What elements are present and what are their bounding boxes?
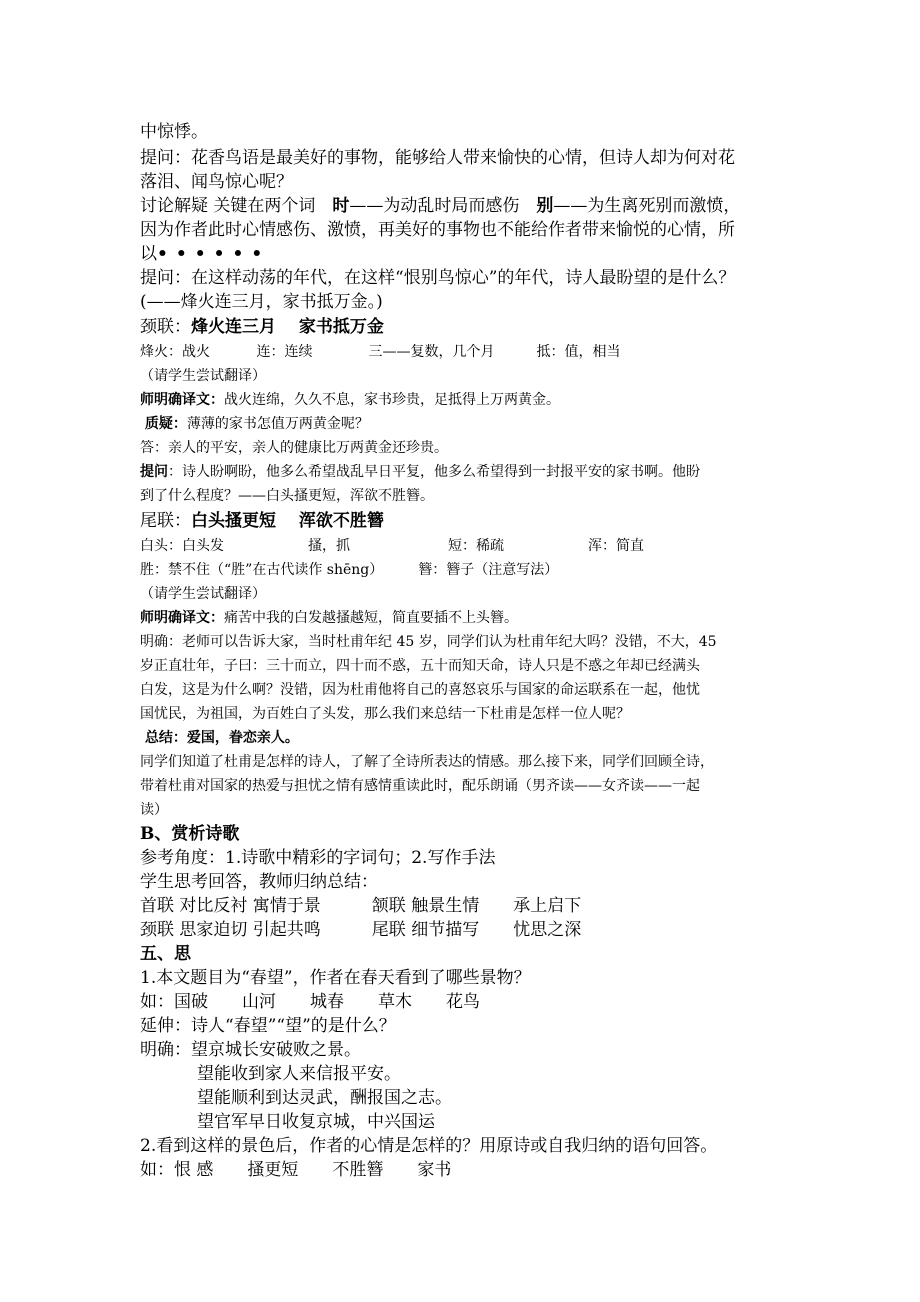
analysis-row: 首联 对比反衬 寓情于景 颔联 触景生情 承上启下 [140, 896, 582, 916]
text-line: 望能顺利到达灵武，酬报国之志。 [197, 1088, 452, 1108]
couplet-text: 烽火连三月 家书抵万金 [191, 317, 384, 337]
answer-line: (——烽火连三月，家书抵万金。) [140, 292, 383, 312]
vocab-line: 胜：禁不住（“胜”在古代读作 shēng） 簪：簪子（注意写法） [140, 562, 559, 578]
question-label: 质疑： [140, 416, 187, 432]
couplet-heading-jinglian: 颈联：烽火连三月 家书抵万金 [140, 317, 384, 337]
text-line: 如：恨 感 搔更短 不胜簪 家书 [140, 1160, 452, 1180]
couplet-text: 白头搔更短 浑欲不胜簪 [191, 511, 384, 531]
question-label: 提问 [140, 464, 168, 480]
translation-line: 师明确译文：痛苦中我的白发越搔越短，简直要插不上头簪。 [140, 610, 518, 626]
section-heading: B、赏析诗歌 [140, 824, 240, 844]
text-line: 参考角度：1.诗歌中精彩的字词句；2.写作手法 [140, 848, 496, 868]
text-line: 带着杜甫对国家的热爱与担忧之情有感情重读此时，配乐朗诵（男齐读——女齐读——一起 [140, 778, 700, 794]
translation-label: 师明确译文： [140, 392, 224, 408]
question-line: 1.本文题目为“春望”，作者在春天看到了哪些景物？ [140, 968, 531, 988]
text-line: 读） [140, 802, 168, 818]
text-line: 落泪、闻鸟惊心呢？ [140, 172, 293, 192]
question-line: 质疑：薄薄的家书怎值万两黄金呢？ [140, 416, 369, 432]
keyword-shi: 时 [332, 196, 350, 216]
text-line: 岁正直壮年，子曰：三十而立，四十而不惑，五十而知天命，诗人只是不惑之年却已经满头 [140, 658, 700, 674]
discussion-label: 讨论解疑 关键在两个词 [140, 196, 333, 216]
keyword-shi-explanation: ——为动乱时局而感伤 [349, 196, 537, 216]
vocab-line: 白头：白头发 搔，抓 短：稀疏 浑：简直 [140, 538, 644, 554]
text-line: 国忧民，为祖国，为百姓白了头发，那么我们来总结一下杜甫是怎样一位人呢？ [140, 706, 630, 722]
text-line: 中惊悸。 [140, 122, 208, 142]
text-line: 因为作者此时心情感伤、激愤，再美好的事物也不能给作者带来愉悦的心情，所 [140, 220, 735, 240]
text-line: 以•••••• [140, 244, 271, 264]
text-line: 白发，这是为什么啊？没错，因为杜甫他将自己的喜怒哀乐与国家的命运联系在一起，他忧 [140, 682, 700, 698]
text-line: 如：国破 山河 城春 草木 花鸟 [140, 992, 480, 1012]
question-line: 提问：在这样动荡的年代，在这样“恨别鸟惊心”的年代，诗人最盼望的是什么？ [140, 268, 736, 288]
question-line: 提问：诗人盼啊盼，他多么希望战乱早日平复，他多么希望得到一封报平安的家书啊。他盼 [140, 464, 700, 480]
translation-label: 师明确译文： [140, 610, 224, 626]
text-line: 到了什么程度？——白头搔更短，浑欲不胜簪。 [140, 488, 434, 504]
text-line: 明确：望京城长安破败之景。 [140, 1040, 361, 1060]
section-heading: 五、思 [140, 944, 191, 964]
instruction-line: （请学生尝试翻译） [140, 586, 266, 602]
question-line: 2.看到这样的景色后，作者的心情是怎样的？用原诗或自我归纳的语句回答。 [140, 1136, 718, 1156]
keyword-bie-explanation: ——为生离死别而激愤， [553, 196, 741, 216]
text-line: 明确：老师可以告诉大家，当时杜甫年纪 45 岁，同学们认为杜甫年纪大吗？没错，不大，45 [140, 634, 717, 650]
text-line: 望官军早日收复京城，中兴国运 [197, 1112, 435, 1132]
answer-line: 答：亲人的平安，亲人的健康比万两黄金还珍贵。 [140, 440, 448, 456]
text-line: 同学们知道了杜甫是怎样的诗人，了解了全诗所表达的情感。那么接下来，同学们回顾全诗， [140, 754, 714, 770]
translation-line: 师明确译文：战火连绵，久久不息，家书珍贵，足抵得上万两黄金。 [140, 392, 560, 408]
instruction-line: （请学生尝试翻译） [140, 368, 266, 384]
text-line: 望能收到家人来信报平安。 [197, 1064, 401, 1084]
question-line: 提问：花香鸟语是最美好的事物，能够给人带来愉快的心情，但诗人却为何对花 [140, 148, 735, 168]
couplet-heading-weilian: 尾联：白头搔更短 浑欲不胜簪 [140, 511, 384, 531]
discussion-line [140, 198, 740, 215]
analysis-row: 颈联 思家迫切 引起共鸣 尾联 细节描写 忧思之深 [140, 920, 582, 940]
vocab-line: 烽火：战火 连：连续 三——复数，几个月 抵：值，相当 [140, 344, 621, 360]
ellipsis-dots: •••••• [157, 244, 271, 264]
summary-line: 总结：爱国，眷恋亲人。 [140, 730, 299, 746]
text-line: 学生思考回答，教师归纳总结： [140, 872, 378, 892]
question-line: 延伸：诗人“春望”“望”的是什么？ [140, 1016, 396, 1036]
keyword-bie: 别 [536, 196, 554, 216]
